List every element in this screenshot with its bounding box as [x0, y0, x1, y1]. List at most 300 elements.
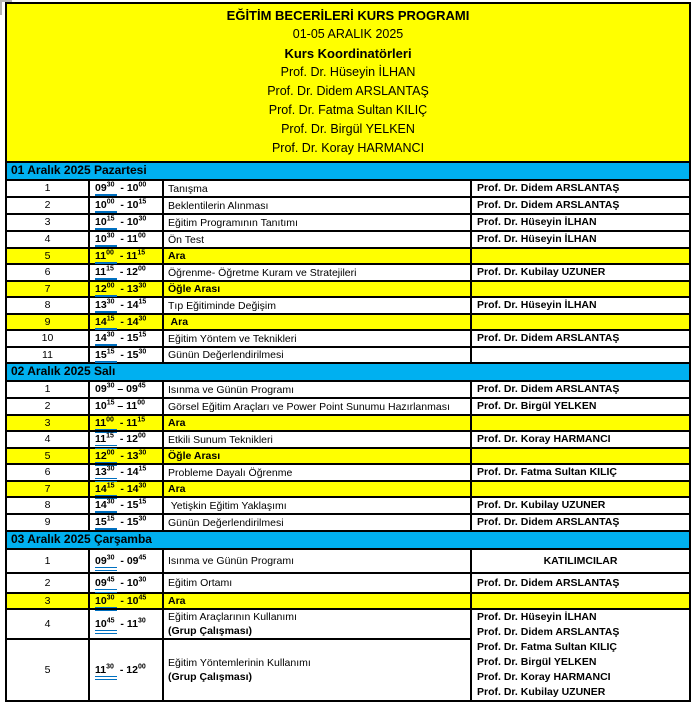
time-end: [127, 299, 146, 311]
row-number: 8: [44, 299, 51, 311]
header-line: Prof. Dr. Fatma Sultan KILIÇ: [268, 103, 428, 117]
row-number-cell: [6, 448, 89, 464]
instructor-name: KATILIMCILAR: [543, 554, 618, 567]
time-start-min: 15: [106, 432, 114, 440]
activity-line: Ön Test: [168, 233, 204, 246]
time-cell: [89, 381, 163, 398]
schedule-row: [6, 180, 690, 197]
time-end-min: 00: [137, 663, 146, 670]
row-number: 4: [44, 433, 51, 445]
time-dash: -: [117, 482, 127, 495]
row-number-cell: [6, 497, 89, 514]
time-end: [127, 555, 146, 567]
instructor-cell: [471, 398, 690, 415]
activity-line: (Grup Çalışması): [168, 625, 253, 637]
instructor-cell: [471, 330, 690, 347]
time-cell: [89, 415, 163, 431]
instructor-cell: [471, 549, 690, 573]
activity-line: Eğitim Ortamı: [168, 577, 233, 589]
header-line: 01-05 ARALIK 2025: [292, 27, 404, 41]
program-table: [5, 2, 691, 702]
time-start-hour: 09: [95, 576, 107, 589]
time-start-hour: 10: [95, 233, 107, 245]
time-cell: [89, 497, 163, 514]
time-start-min: 30: [106, 232, 115, 240]
time-end: [127, 577, 146, 589]
time-dash: -: [117, 332, 127, 344]
time-end-min: 00: [137, 399, 146, 407]
time-cell: [89, 248, 163, 264]
time-start-min: 15: [106, 482, 115, 489]
instructor-cell: [471, 464, 690, 481]
activity-cell: [163, 481, 471, 497]
activity-cell: [163, 314, 471, 330]
time-cell: [89, 639, 163, 701]
time-start-min: 00: [106, 416, 114, 423]
instructor-cell: [471, 347, 690, 363]
activity-line: Eğitim Yöntemlerinin Kullanımı: [168, 657, 311, 669]
time-end: [126, 433, 145, 445]
time-end: [127, 499, 146, 511]
time-end: [127, 483, 146, 495]
row-number-cell: [6, 609, 89, 639]
instructor-cell: [471, 197, 690, 214]
time-end: [126, 250, 145, 262]
time-start: [95, 450, 117, 466]
instructor-cell: [471, 415, 690, 431]
time-end-min: 30: [138, 515, 147, 523]
row-number-cell: [6, 297, 89, 314]
time-start: [95, 332, 117, 346]
activity-line: Eğitim Programının Tanıtımı: [168, 216, 298, 229]
instructor-name: Prof. Dr. Koray HARMANCI: [477, 433, 611, 445]
schedule-row: [6, 481, 690, 497]
row-number: 5: [44, 249, 51, 262]
instructor-name: Prof. Dr. Kubilay UZUNER: [477, 499, 606, 511]
time-dash: -: [116, 433, 127, 445]
time-end: [127, 516, 146, 528]
time-start-min: 15: [106, 348, 115, 355]
time-end-hour: 10: [126, 576, 139, 589]
time-end-hour: 12: [126, 266, 138, 278]
instructor-name: Prof. Dr. Kubilay UZUNER: [477, 686, 606, 698]
time-start-hour: 15: [95, 516, 107, 528]
activity-cell: [163, 448, 471, 464]
schedule-row: [6, 214, 690, 231]
time-start: [95, 299, 117, 313]
time-end: [126, 664, 145, 676]
time-end: [127, 349, 146, 361]
instructor-cell: [471, 180, 690, 197]
time-start-hour: 14: [95, 499, 107, 511]
header-line: Prof. Dr. Hüseyin İLHAN: [280, 65, 416, 79]
row-number-cell: [6, 398, 89, 415]
time-end-hour: 14: [126, 466, 139, 478]
schedule-row: [6, 248, 690, 264]
day-section-row: [6, 531, 690, 549]
activity-line: Isınma ve Günün Programı: [168, 555, 295, 567]
schedule-row: [6, 231, 690, 248]
time-start-hour: 10: [95, 199, 107, 211]
time-start-hour: 13: [95, 299, 107, 311]
time-cell: [89, 398, 163, 415]
time-cell: [89, 197, 163, 214]
time-end-hour: 11: [126, 416, 138, 429]
time-end-hour: 10: [126, 182, 139, 194]
activity-line: Günün Değerlendirilmesi: [168, 516, 284, 529]
activity-cell: [163, 549, 471, 573]
schedule-row: [6, 197, 690, 214]
program-table-body: [6, 3, 690, 701]
day-section-row: [6, 162, 690, 180]
row-number: 4: [44, 617, 51, 630]
time-start-hour: 11: [95, 663, 107, 676]
time-start: [95, 433, 117, 449]
time-end-hour: 10: [126, 594, 139, 607]
time-dash: -: [117, 348, 127, 361]
time-end-hour: 11: [126, 249, 138, 262]
time-start: [95, 283, 117, 297]
time-end-hour: 13: [126, 282, 139, 295]
time-end: [127, 199, 146, 211]
time-start-hour: 10: [95, 216, 107, 228]
row-number: 8: [44, 499, 51, 511]
time-end: [127, 233, 146, 245]
time-end-min: 00: [137, 265, 146, 273]
activity-line: Beklentilerin Alınması: [168, 199, 269, 212]
time-cell: [89, 464, 163, 481]
time-dash: -: [117, 594, 127, 607]
time-end: [127, 182, 146, 194]
time-start: [95, 233, 117, 247]
instructor-cell: [471, 481, 690, 497]
schedule-row: [6, 297, 690, 314]
instructor-cell: [471, 573, 690, 593]
instructor-name: Prof. Dr. Didem ARSLANTAŞ: [477, 516, 620, 528]
time-end-min: 30: [137, 617, 146, 624]
activity-line: Ara: [168, 316, 189, 328]
row-number-cell: [6, 415, 89, 431]
header-line: Prof. Dr. Koray HARMANCI: [271, 141, 425, 155]
time-start-min: 15: [106, 265, 114, 273]
row-number: 11: [42, 348, 53, 361]
time-start-min: 30: [106, 554, 115, 561]
activity-line: Ara: [168, 595, 186, 607]
row-number-cell: [6, 231, 89, 248]
activity-cell: [163, 264, 471, 281]
time-end-min: 00: [137, 232, 146, 240]
time-start-hour: 13: [95, 466, 107, 478]
time-start-min: 15: [106, 515, 115, 523]
time-end-hour: 12: [126, 433, 138, 445]
time-end-hour: 11: [126, 617, 138, 630]
day-section-header: 03 Aralık 2025 Çarşamba: [6, 531, 690, 549]
time-start-hour: 10: [95, 594, 107, 607]
time-cell: [89, 281, 163, 297]
row-number-cell: [6, 197, 89, 214]
time-start: [95, 199, 117, 213]
time-cell: [89, 330, 163, 347]
time-start-min: 30: [106, 298, 115, 306]
time-cell: [89, 593, 163, 609]
activity-cell: [163, 381, 471, 398]
time-end-min: 45: [137, 382, 146, 390]
activity-cell: [163, 573, 471, 593]
row-number: 3: [44, 216, 51, 228]
time-start-min: 00: [106, 249, 114, 256]
instructor-name: Prof. Dr. Birgül YELKEN: [477, 400, 597, 412]
time-start-hour: 14: [95, 482, 107, 495]
schedule-row: [6, 514, 690, 531]
time-end-min: 15: [137, 416, 146, 423]
schedule-row: [6, 573, 690, 593]
instructor-cell: [471, 231, 690, 248]
row-number: 5: [44, 663, 51, 676]
time-start-hour: 11: [95, 266, 107, 278]
time-end-hour: 15: [126, 332, 139, 344]
activity-cell: [163, 231, 471, 248]
instructor-name: Prof. Dr. Hüseyin İLHAN: [477, 233, 597, 245]
schedule-row: [6, 593, 690, 609]
row-number-cell: [6, 573, 89, 593]
activity-line: Öğle Arası: [168, 450, 221, 462]
time-cell: [89, 297, 163, 314]
schedule-row: [6, 415, 690, 431]
course-header-row: [6, 3, 690, 162]
row-number-cell: [6, 264, 89, 281]
header-line: Prof. Dr. Birgül YELKEN: [281, 122, 415, 136]
activity-line: Tanışma: [168, 182, 208, 195]
time-end-hour: 15: [126, 499, 139, 511]
instructor-cell: [471, 314, 690, 330]
time-dash: -: [117, 282, 127, 295]
time-start: [95, 483, 117, 499]
time-dash: -: [117, 216, 127, 228]
time-end-min: 00: [137, 432, 146, 440]
time-cell: [89, 214, 163, 231]
time-start: [95, 618, 117, 634]
instructor-name: Prof. Dr. Didem ARSLANTAŞ: [477, 199, 620, 211]
schedule-row: [6, 347, 690, 363]
schedule-row: [6, 398, 690, 415]
time-end-min: 45: [138, 594, 147, 601]
activity-line: Probleme Dayalı Öğrenme: [168, 466, 293, 479]
row-number: 2: [44, 576, 51, 589]
instructor-name: Prof. Dr. Didem ARSLANTAŞ: [477, 332, 620, 344]
time-end-min: 30: [138, 449, 147, 456]
row-number-cell: [6, 330, 89, 347]
instructor-name: Prof. Dr. Birgül YELKEN: [477, 656, 597, 668]
time-start: [95, 266, 117, 280]
time-end: [126, 266, 145, 278]
time-start-min: 30: [106, 331, 115, 339]
time-end-min: 15: [138, 331, 147, 339]
row-number: 10: [41, 332, 54, 344]
time-end: [126, 417, 145, 429]
time-start-hour: 11: [95, 433, 107, 445]
time-dash: –: [114, 383, 127, 395]
activity-line: Yetişkin Eğitim Yaklaşımı: [168, 499, 287, 512]
header-line: Kurs Koordinatörleri: [284, 46, 412, 61]
time-start-min: 00: [106, 198, 115, 206]
time-end-min: 15: [138, 198, 147, 206]
time-start-min: 30: [106, 181, 115, 189]
time-start: [95, 216, 117, 230]
time-dash: -: [117, 449, 127, 462]
time-end-min: 15: [137, 249, 146, 256]
time-dash: -: [116, 663, 127, 676]
row-number: 3: [44, 416, 51, 429]
time-dash: -: [117, 516, 127, 528]
schedule-row: [6, 549, 690, 573]
activity-cell: [163, 497, 471, 514]
activity-cell: [163, 639, 471, 701]
row-number: 1: [44, 554, 51, 567]
time-dash: -: [117, 299, 127, 311]
time-end-min: 30: [138, 348, 147, 355]
instructor-cell: [471, 381, 690, 398]
time-cell: [89, 264, 163, 281]
time-end-min: 30: [138, 215, 147, 223]
time-end-hour: 12: [126, 663, 138, 676]
time-end: [127, 595, 146, 607]
time-start-hour: 09: [95, 182, 107, 194]
time-start-min: 45: [106, 576, 115, 583]
activity-cell: [163, 248, 471, 264]
time-end-min: 30: [138, 482, 147, 489]
time-end: [126, 383, 145, 395]
time-start-hour: 09: [95, 554, 107, 567]
instructor-cell: [471, 297, 690, 314]
day-section-header: 02 Aralık 2025 Salı: [6, 363, 690, 381]
instructor-cell: [471, 609, 690, 701]
time-end-hour: 14: [126, 482, 139, 495]
time-start-min: 30: [106, 382, 115, 390]
time-start-hour: 12: [95, 449, 107, 462]
time-cell: [89, 231, 163, 248]
time-end-min: 45: [138, 554, 147, 561]
time-end: [127, 466, 146, 478]
time-end-min: 15: [138, 498, 147, 506]
activity-cell: [163, 197, 471, 214]
time-dash: -: [116, 416, 127, 429]
time-start-hour: 14: [95, 315, 107, 328]
instructor-name: Prof. Dr. Hüseyin İLHAN: [477, 299, 597, 311]
activity-cell: [163, 593, 471, 609]
time-end: [127, 618, 146, 630]
time-cell: [89, 549, 163, 573]
time-end-hour: 13: [126, 449, 139, 462]
time-cell: [89, 448, 163, 464]
time-dash: -: [117, 233, 127, 245]
time-end-hour: 15: [126, 516, 139, 528]
time-start-min: 30: [106, 594, 115, 601]
time-dash: -: [116, 266, 127, 278]
activity-cell: [163, 415, 471, 431]
instructor-cell: [471, 214, 690, 231]
activity-line: Görsel Eğitim Araçları ve Power Point Sunumu Hazırlanması: [168, 400, 450, 413]
row-number-cell: [6, 281, 89, 297]
day-section-header: 01 Aralık 2025 Pazartesi: [6, 162, 690, 180]
instructor-cell: [471, 448, 690, 464]
instructor-cell: [471, 497, 690, 514]
time-end-hour: 11: [126, 233, 138, 245]
time-dash: -: [117, 199, 127, 211]
schedule-row: [6, 464, 690, 481]
instructor-name: Prof. Dr. Fatma Sultan KILIÇ: [477, 466, 618, 478]
row-number-cell: [6, 214, 89, 231]
time-start-hour: 15: [95, 348, 107, 361]
time-start-min: 15: [106, 215, 115, 223]
instructor-name: Prof. Dr. Didem ARSLANTAŞ: [477, 182, 620, 194]
activity-cell: [163, 297, 471, 314]
instructor-name: Prof. Dr. Fatma Sultan KILIÇ: [477, 641, 618, 653]
time-start-min: 00: [106, 282, 115, 289]
time-cell: [89, 609, 163, 639]
time-end: [127, 332, 146, 344]
instructor-cell: [471, 593, 690, 609]
activity-cell: [163, 281, 471, 297]
time-start-min: 00: [106, 449, 115, 456]
time-end-min: 30: [138, 282, 147, 289]
row-number: 5: [44, 449, 51, 462]
activity-cell: [163, 514, 471, 531]
time-start: [95, 664, 117, 680]
time-start-hour: 11: [95, 249, 107, 262]
schedule-row: [6, 381, 690, 398]
time-cell: [89, 514, 163, 531]
row-number-cell: [6, 514, 89, 531]
instructor-cell: [471, 281, 690, 297]
schedule-row: [6, 314, 690, 330]
activity-cell: [163, 464, 471, 481]
time-start: [95, 417, 117, 433]
time-end: [127, 316, 146, 328]
time-dash: -: [117, 576, 127, 589]
row-number-cell: [6, 347, 89, 363]
instructor-name: Prof. Dr. Didem ARSLANTAŞ: [477, 576, 620, 589]
instructor-name: Prof. Dr. Hüseyin İLHAN: [477, 216, 597, 228]
activity-cell: [163, 431, 471, 448]
time-start: [95, 466, 117, 482]
activity-line: Ara: [168, 483, 186, 495]
time-end-hour: 09: [126, 383, 138, 395]
row-number-cell: [6, 180, 89, 197]
time-start: [95, 577, 117, 593]
row-number: 7: [44, 282, 51, 295]
time-start: [95, 499, 117, 513]
time-start-min: 30: [106, 663, 114, 670]
row-number-cell: [6, 481, 89, 497]
activity-line: Günün Değerlendirilmesi: [168, 349, 284, 361]
time-end-hour: 09: [126, 554, 139, 567]
row-number-cell: [6, 549, 89, 573]
row-number-cell: [6, 639, 89, 701]
time-start: [95, 595, 117, 611]
instructor-cell: [471, 431, 690, 448]
time-start-min: 15: [106, 399, 115, 407]
row-number-cell: [6, 593, 89, 609]
activity-cell: [163, 180, 471, 197]
time-end: [127, 216, 146, 228]
schedule-row: [6, 330, 690, 347]
schedule-row: [6, 264, 690, 281]
instructor-cell: [471, 264, 690, 281]
time-cell: [89, 347, 163, 363]
time-end-min: 30: [138, 315, 147, 322]
activity-cell: [163, 214, 471, 231]
time-end-hour: 10: [126, 216, 139, 228]
